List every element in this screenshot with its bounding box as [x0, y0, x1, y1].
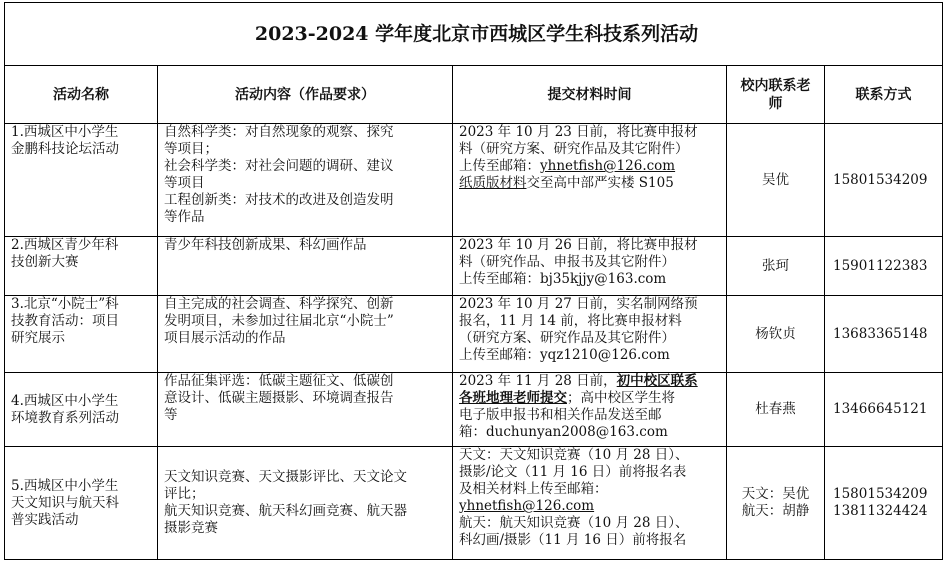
contact-phone: 15801534209 13811324424	[825, 447, 943, 560]
submit-time: 2023 年 10 月 27 日前，实名制网络预 报名，11 月 14 前，将比赛申报材料 （研究方案、研究作品及其它附件） 上传至邮箱：yqz1210@126.com	[453, 296, 727, 373]
activity-content: 自主完成的社会调查、科学探究、创新 发明项目，未参加过往届北京“小院士” 项目展示活动的作品	[158, 296, 453, 373]
contact-phone: 13683365148	[825, 296, 943, 373]
table-row	[5, 124, 943, 237]
activity-name: 3.北京“小院士”科 技教育活动：项目 研究展示	[5, 296, 158, 373]
teacher-name: 杜春燕	[727, 373, 825, 447]
header-activity-content: 活动内容（作品要求）	[158, 66, 453, 124]
activity-name: 5.西城区中小学生 天文知识与航天科 普实践活动	[5, 447, 158, 560]
header-submit-time: 提交材料时间	[453, 66, 727, 124]
teacher-name: 吴优	[727, 124, 825, 237]
teacher-name: 张珂	[727, 237, 825, 296]
submit-time: 2023 年 11 月 28 日前，初中校区联系 各班地理老师提交；高中校区学生将 电子版申报书和相关作品发送至邮 箱：duchunyan2008@163.com	[453, 373, 727, 447]
teacher-name: 天文：吴优 航天：胡静	[727, 447, 825, 560]
activities-table	[4, 2, 943, 560]
activity-name: 1.西城区中小学生 金鹏科技论坛活动	[5, 124, 158, 237]
activity-content: 作品征集评选：低碳主题征文、低碳创 意设计、低碳主题摄影、环境调查报告 等	[158, 373, 453, 447]
activity-name: 2.西城区青少年科 技创新大赛	[5, 237, 158, 296]
table-title: 2023-2024 学年度北京市西城区学生科技系列活动	[5, 3, 943, 66]
submit-time: 2023 年 10 月 23 日前，将比赛申报材 料（研究方案、研究作品及其它附件） 上传至邮箱：yhnetfish@126.com 纸质版材料交至高中部严实楼 S105	[453, 124, 727, 237]
table-row	[5, 373, 943, 447]
activity-content: 自然科学类：对自然现象的观察、探究 等项目； 社会科学类：对社会问题的调研、建议 等项目 工程创新类：对技术的改进及创造发明 等作品	[158, 124, 453, 237]
header-activity-name: 活动名称	[5, 66, 158, 124]
table-row	[5, 237, 943, 296]
table-row	[5, 296, 943, 373]
contact-phone: 13466645121	[825, 373, 943, 447]
header-teacher: 校内联系老师	[727, 66, 825, 124]
header-contact: 联系方式	[825, 66, 943, 124]
email-link[interactable]: yhnetfish@126.com	[540, 158, 676, 174]
activity-content: 青少年科技创新成果、科幻画作品	[158, 237, 453, 296]
activity-content: 天文知识竞赛、天文摄影评比、天文论文 评比； 航天知识竞赛、航天科幻画竞赛、航天器 摄影竞赛	[158, 447, 453, 560]
submit-time: 天文：天文知识竞赛（10 月 28 日）、 摄影/论文（11 月 16 日）前将报名表 及相关材料上传至邮箱： yhnetfish@126.com 航天：航天知识竞赛（10 月 28 日）、 科幻画/摄影（11 月 16 日）前将报名	[453, 447, 727, 560]
table-row	[5, 447, 943, 560]
email-link[interactable]: yhnetfish@126.com	[459, 498, 595, 514]
submit-time: 2023 年 10 月 26 日前，将比赛申报材 料（研究作品、申报书及其它附件） 上传至邮箱：bj35kjjy@163.com	[453, 237, 727, 296]
contact-phone: 15901122383	[825, 237, 943, 296]
contact-phone: 15801534209	[825, 124, 943, 237]
teacher-name: 杨钦贞	[727, 296, 825, 373]
activity-name: 4.西城区中小学生 环境教育系列活动	[5, 373, 158, 447]
